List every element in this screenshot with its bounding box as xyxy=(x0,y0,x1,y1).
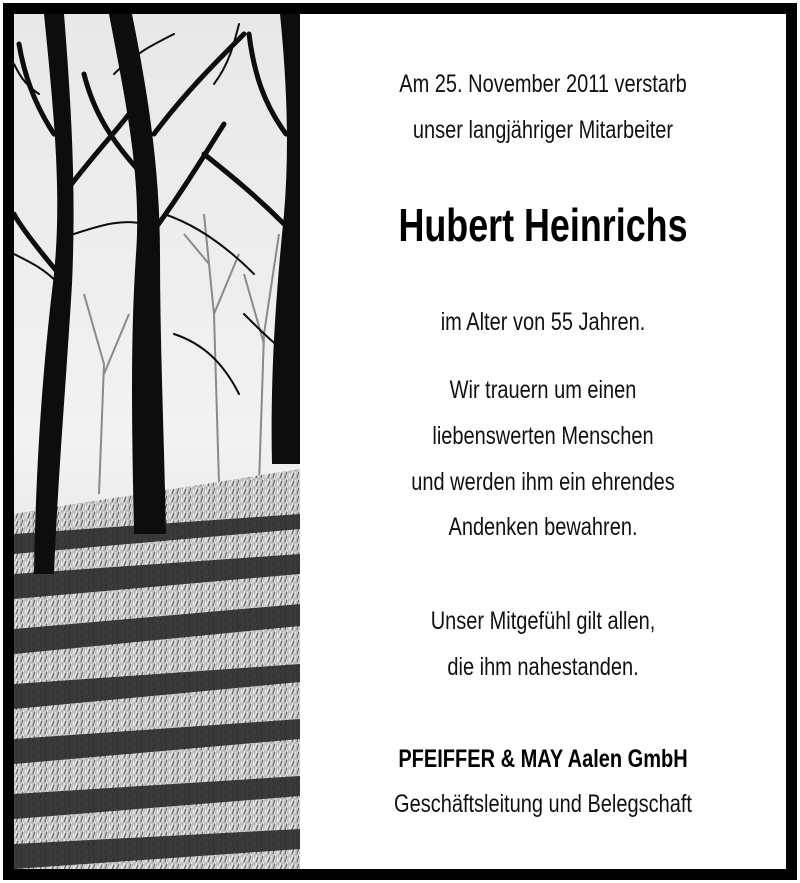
mourn-line-1: Wir trauern um einen xyxy=(449,376,637,404)
intro-line-1: Am 25. November 2011 verstarb xyxy=(399,70,687,98)
obituary-frame xyxy=(3,3,797,880)
notice-text xyxy=(300,14,786,869)
company-name: PFEIFFER & MAY Aalen GmbH xyxy=(398,745,688,773)
sympathy-line-1: Unser Mitgefühl gilt allen, xyxy=(430,607,656,635)
mourn-line-2: liebenswerten Menschen xyxy=(432,422,654,450)
intro-line-2: unser langjähriger Mitarbeiter xyxy=(412,116,674,144)
mourn-line-4: Andenken bewahren. xyxy=(448,513,638,541)
mourn-line-3: und werden ihm ein ehrendes xyxy=(411,468,675,496)
tree-photo xyxy=(14,14,300,869)
signoff-line: Geschäftsleitung und Belegschaft xyxy=(394,790,692,818)
sympathy-line-2: die ihm nahestanden. xyxy=(447,653,639,681)
deceased-name: Hubert Heinrichs xyxy=(398,199,688,251)
age-line: im Alter von 55 Jahren. xyxy=(440,308,646,336)
